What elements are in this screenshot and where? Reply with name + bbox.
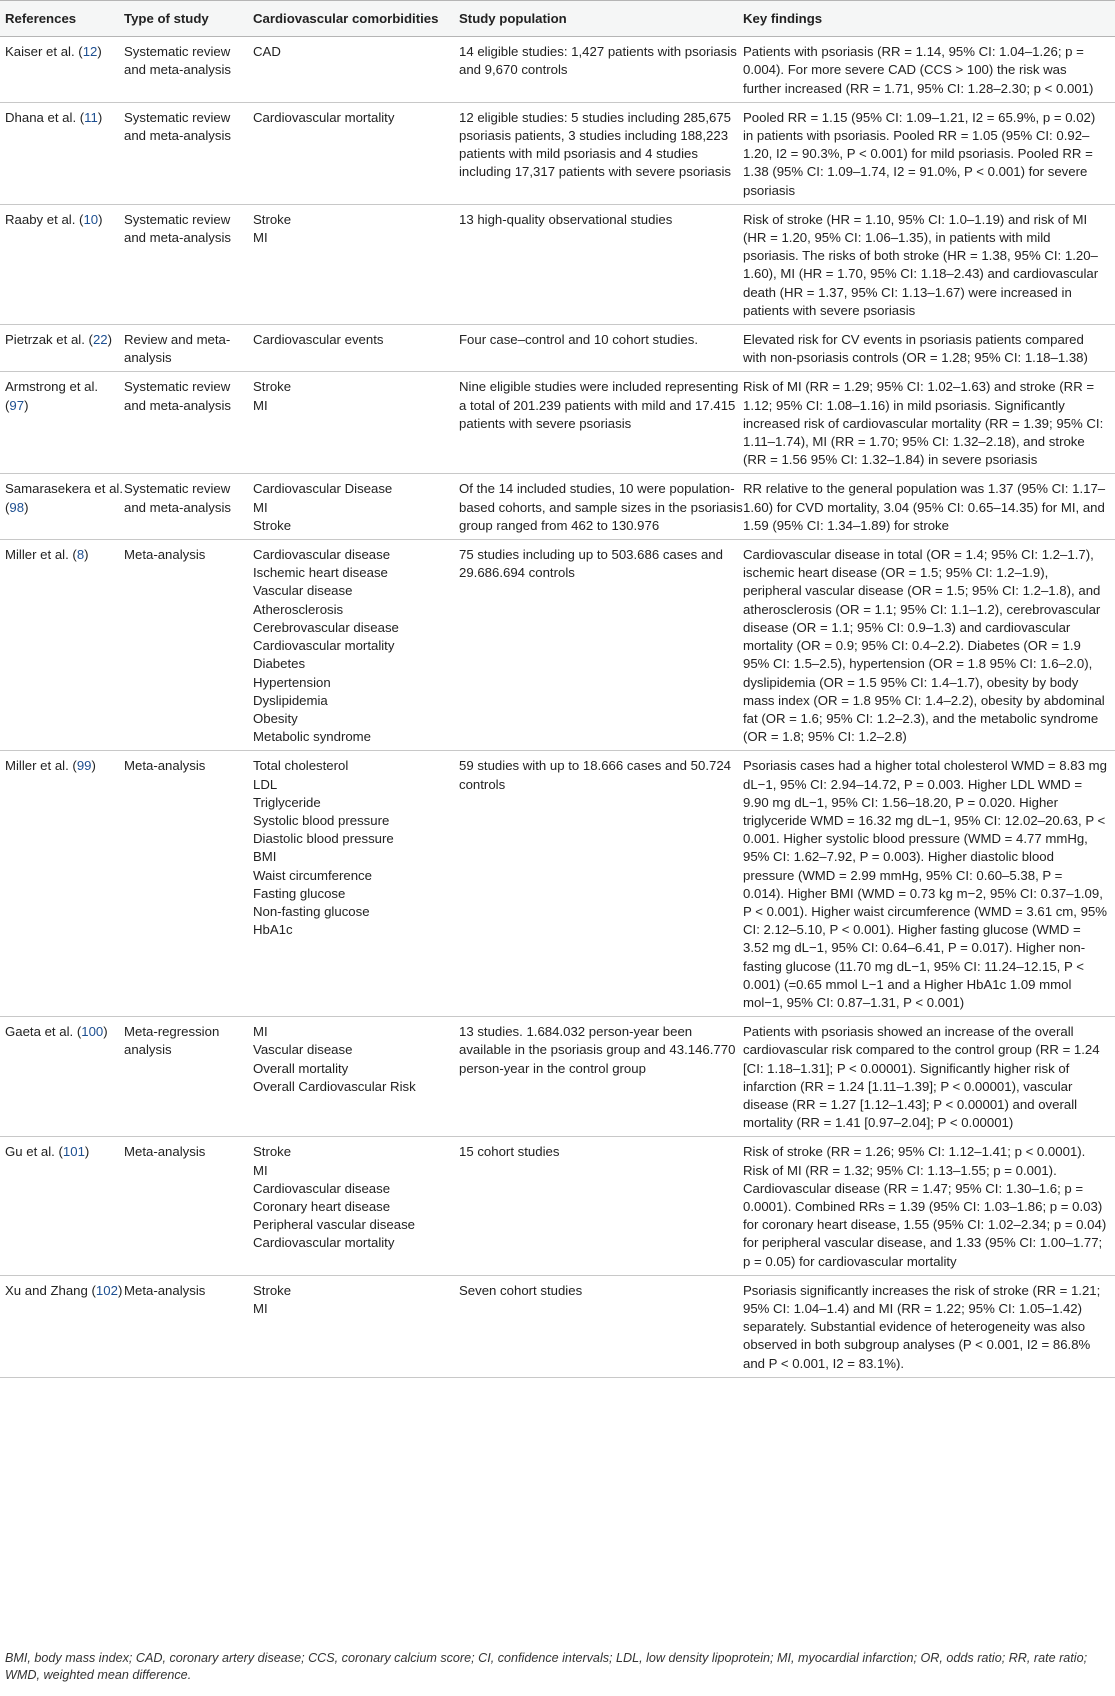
table-body (0, 37, 1115, 1378)
comorbidity-item: Diastolic blood pressure (253, 831, 394, 847)
key-findings-cell: Elevated risk for CV events in psoriasis patients compared with non-psoriasis controls (OR = 1.28; 95% CI: 1.18–1.38) (743, 325, 1115, 372)
comorbidities-cell (253, 204, 459, 324)
comorbidity-item: Vascular disease (253, 1042, 353, 1058)
reference-number-link[interactable]: 102 (95, 1282, 118, 1298)
comorbidities-cell (253, 37, 459, 103)
reference-cell (0, 102, 124, 204)
reference-number-link[interactable]: 10 (83, 211, 99, 227)
study-population-cell: Of the 14 included studies, 10 were population-based cohorts, and sample sizes in the psoriasis group ranged from 462 to 130.976 (459, 474, 743, 540)
comorbidities-cell (253, 751, 459, 1017)
study-type-cell: Systematic review and meta-analysis (124, 102, 253, 204)
header-type-of-study: Type of study (124, 1, 253, 37)
reference-cell (0, 37, 124, 103)
study-population-cell: 59 studies with up to 18.666 cases and 50.724 controls (459, 751, 743, 1017)
study-type-cell: Systematic review and meta-analysis (124, 372, 253, 474)
table-row (0, 325, 1115, 372)
reference-close-paren: ) (24, 499, 29, 515)
reference-close-paren: ) (97, 44, 102, 60)
study-type-cell: Meta-analysis (124, 540, 253, 751)
header-references: References (0, 1, 124, 37)
reference-author: Raaby et al. ( (5, 211, 84, 227)
study-population-cell: Four case–control and 10 cohort studies. (459, 325, 743, 372)
comorbidity-item: Cardiovascular Disease (253, 481, 393, 497)
key-findings-cell: RR relative to the general population was 1.37 (95% CI: 1.17–1.60) for CVD mortality, 3.04 (95% CI: 0.65–14.35) for MI, and 1.59 (95% CI: 1.34–1.89) for stroke (743, 474, 1115, 540)
study-population-cell: 15 cohort studies (459, 1137, 743, 1275)
comorbidity-item: Diabetes (253, 656, 306, 672)
reference-author: Gaeta et al. ( (5, 1024, 82, 1040)
table-row (0, 751, 1115, 1017)
comorbidity-item: Cardiovascular disease (253, 547, 391, 563)
comorbidity-item: Waist circumference (253, 867, 372, 883)
reference-number-link[interactable]: 22 (92, 332, 108, 348)
reference-author: Pietrzak et al. ( (5, 332, 93, 348)
reference-close-paren: ) (91, 758, 96, 774)
comorbidity-item: MI (253, 230, 268, 246)
reference-number-link[interactable]: 97 (9, 397, 25, 413)
comorbidity-item: Systolic blood pressure (253, 812, 390, 828)
study-type-cell: Meta-regression analysis (124, 1017, 253, 1137)
study-type-cell: Meta-analysis (124, 751, 253, 1017)
reference-close-paren: ) (97, 109, 103, 125)
reference-close-paren: ) (117, 1282, 123, 1298)
comorbidity-item: Stroke (253, 1144, 292, 1160)
comorbidities-cell (253, 102, 459, 204)
study-population-cell: 12 eligible studies: 5 studies including 285,675 psoriasis patients, 3 studies including 188,223 patients with mild psoriasis and 4 studies including 17,317 patients with severe psoriasis (459, 102, 743, 204)
study-type-cell: Systematic review and meta-analysis (124, 37, 253, 103)
comorbidity-item: MI (253, 499, 268, 515)
table-row (0, 1275, 1115, 1377)
key-findings-cell: Psoriasis significantly increases the risk of stroke (RR = 1.21; 95% CI: 1.04–1.4) and MI (RR = 1.22; 95% CI: 1.05–1.42) separately. Substantial evidence of heterogeneity was also observed in both subgroup analyses (P < 0.001, I2 = 86.8% and P < 0.001, I2 = 83.1%). (743, 1275, 1115, 1377)
comorbidity-item: Stroke (253, 1282, 292, 1298)
comorbidities-cell (253, 474, 459, 540)
comorbidity-item: MI (253, 1301, 268, 1316)
key-findings-cell: Cardiovascular disease in total (OR = 1.4; 95% CI: 1.2–1.7), ischemic heart disease (OR = 1.5; 95% CI: 1.2–1.9), peripheral vascular disease (OR = 1.5; 95% CI: 1.2–1.8), and atherosclerosis (OR = 1.1; 95% CI: 1.1–1.2), cerebrovascular disease (OR = 1.1; 95% CI: 0.9–1.3) and cardiovascular mortality (OR = 0.9; 95% CI: 0.4–2.2). Diabetes (OR = 1.9 95% CI: 1.5–2.5), hypertension (OR = 1.8 95% CI: 1.6–2.0), dyslipidemia (OR = 1.5 95% CI: 1.4–1.7), obesity by body mass index (OR = 1.8 95% CI: 1.4–2.2), obesity by abdominal fat (OR = 1.6; 95% CI: 1.2–2.3), and the metabolic syndrome (OR = 1.8; 95% CI: 1.2–2.8) (743, 540, 1115, 751)
key-findings-cell: Risk of stroke (RR = 1.26; 95% CI: 1.12–1.41; p < 0.0001). Risk of MI (RR = 1.32; 95% CI: 1.13–1.55; p = 0.001). Cardiovascular disease (RR = 1.47; 95% CI: 1.30–1.6; p = 0.0001). Combined RRs = 1.39 (95% CI: 1.03–1.86; p = 0.03) for coronary heart disease, 1.55 (95% CI: 1.02–2.34; p = 0.04) for peripheral vascular disease, and 1.33 (95% CI: 1.00–1.77; p = 0.05) for cardiovascular mortality (743, 1137, 1115, 1275)
table-row (0, 372, 1115, 474)
key-findings-cell: Psoriasis cases had a higher total cholesterol WMD = 8.83 mg dL−1, 95% CI: 2.94–14.72, P = 0.003. Higher LDL WMD = 9.90 mg dL−1, 95% CI: 1.56–18.20, P = 0.020. Higher triglyceride WMD = 16.32 mg dL−1, 95% CI: 12.02–20.63, P < 0.001. Higher systolic blood pressure (WMD = 4.77 mmHg, 95% CI: 1.62–7.92, P = 0.003). Higher diastolic blood pressure (WMD = 2.99 mmHg, 95% CI: 0.60–5.38, P = 0.014). Higher BMI (WMD = 0.73 kg m−2, 95% CI: 0.37–1.09, P < 0.001). Higher waist circumference (WMD = 3.61 cm, 95% CI: 2.12–5.10, P < 0.001). Higher fasting glucose (WMD = 3.52 mg dL−1, 95% CI: 0.64–6.41, P = 0.017). Higher non-fasting glucose (11.70 mg dL−1, 95% CI: 11.24–12.15, P < 0.001) (=0.65 mmol L−1 and a Higher HbA1c 1.09 mmol mol−1, 95% CI: 0.87–1.31, P < 0.001) (743, 751, 1115, 1017)
comorbidity-item: Vascular disease (253, 583, 353, 599)
reference-cell (0, 540, 124, 751)
comorbidity-item: Hypertension (253, 674, 331, 690)
study-type-cell: Meta-analysis (124, 1137, 253, 1275)
study-type-cell: Systematic review and meta-analysis (124, 204, 253, 324)
header-key-findings: Key findings (743, 1, 1115, 37)
comorbidities-cell (253, 540, 459, 751)
comorbidity-item: BMI (253, 849, 277, 865)
reference-close-paren: ) (103, 1024, 108, 1040)
table-row (0, 540, 1115, 751)
study-type-cell: Review and meta-analysis (124, 325, 253, 372)
key-findings-cell: Pooled RR = 1.15 (95% CI: 1.09–1.21, I2 = 65.9%, p = 0.02) in patients with psoriasis. Pooled RR = 1.05 (95% CI: 0.92–1.20, I2 = 90.3%, P < 0.001) for mild psoriasis. Pooled RR = 1.38 (95% CI: 1.09–1.74, I2 = 91.0%, P < 0.001) for severe psoriasis (743, 102, 1115, 204)
comorbidity-item: Cardiovascular events (253, 332, 384, 348)
reference-author: Gu et al. ( (5, 1144, 63, 1160)
comorbidity-item: Cardiovascular mortality (253, 109, 395, 125)
comorbidities-cell (253, 1017, 459, 1137)
comorbidity-item: Fasting glucose (253, 885, 346, 901)
comorbidities-cell (253, 1137, 459, 1275)
table-footnote: BMI, body mass index; CAD, coronary artery disease; CCS, coronary calcium score; CI, confidence intervals; LDL, low density lipoprotein; MI, myocardial infarction; OR, odds ratio; RR, rate ratio; WMD, weighted mean difference. (5, 1651, 1088, 1682)
header-study-population: Study population (459, 1, 743, 37)
reference-close-paren: ) (84, 1144, 90, 1160)
comorbidity-item: Cerebrovascular disease (253, 619, 399, 635)
comorbidity-item: Ischemic heart disease (253, 565, 388, 581)
reference-author: Armstrong et al. ( (5, 379, 99, 413)
comorbidity-item: Total cholesterol (253, 758, 349, 774)
study-population-cell: 75 studies including up to 503.686 cases and 29.686.694 controls (459, 540, 743, 751)
study-population-cell: 13 high-quality observational studies (459, 204, 743, 324)
reference-cell (0, 1137, 124, 1275)
reference-cell (0, 325, 124, 372)
reference-close-paren: ) (98, 211, 103, 227)
comorbidity-item: MI (253, 1162, 268, 1178)
reference-number-link[interactable]: 98 (9, 499, 25, 515)
reference-number-link[interactable]: 100 (81, 1024, 104, 1040)
comorbidities-cell (253, 325, 459, 372)
reference-author: Samarasekera et al. ( (5, 481, 124, 515)
comorbidities-cell (253, 1275, 459, 1377)
comorbidity-item: MI (253, 397, 268, 413)
study-population-cell: 14 eligible studies: 1,427 patients with psoriasis and 9,670 controls (459, 37, 743, 103)
study-population-cell: 13 studies. 1.684.032 person-year been available in the psoriasis group and 43.146.770 person-year in the control group (459, 1017, 743, 1137)
reference-number-link[interactable]: 12 (82, 44, 98, 60)
comorbidity-item: Obesity (253, 710, 298, 726)
reference-cell (0, 474, 124, 540)
comorbidity-item: Dyslipidemia (253, 692, 328, 708)
reference-number-link[interactable]: 101 (62, 1144, 85, 1160)
key-findings-cell: Patients with psoriasis showed an increase of the overall cardiovascular risk compared to the control group (RR = 1.24 [CI: 1.18–1.31]; P < 0.00001). Significantly higher risk of infarction (RR = 1.24 [1.11–1.39]; P < 0.00001), vascular disease (RR = 1.27 [1.12–1.43]; P < 0.00001) and overall mortality (RR = 1.41 [0.97–2.04]; P < 0.00001) (743, 1017, 1115, 1137)
table-row (0, 474, 1115, 540)
header-cardiovascular-comorbidities: Cardiovascular comorbidities (253, 1, 459, 37)
comorbidity-item: Metabolic syndrome (253, 729, 372, 745)
reference-author: Kaiser et al. ( (5, 44, 83, 60)
comorbidity-item: Stroke (253, 211, 292, 227)
comorbidity-item: HbA1c (253, 922, 293, 938)
key-findings-cell: Patients with psoriasis (RR = 1.14, 95% CI: 1.04–1.26; p = 0.004). For more severe CAD (CCS > 100) the risk was further increased (RR = 1.71, 95% CI: 1.28–2.30; p < 0.001) (743, 37, 1115, 103)
key-findings-cell: Risk of stroke (HR = 1.10, 95% CI: 1.0–1.19) and risk of MI (HR = 1.20, 95% CI: 1.06–1.35), in patients with mild psoriasis. The risks of both stroke (HR = 1.38, 95% CI: 1.20–1.60), MI (HR = 1.70, 95% CI: 1.18–2.43) and cardiovascular death (HR = 1.37, 95% CI: 1.13–1.67) were increased in patients with severe psoriasis (743, 204, 1115, 324)
reference-cell (0, 1275, 124, 1377)
comorbidity-item: Cardiovascular mortality (253, 638, 395, 654)
table-row (0, 1137, 1115, 1275)
comorbidity-item: Cardiovascular disease (253, 1180, 391, 1196)
comorbidities-cell (253, 372, 459, 474)
reference-cell (0, 1017, 124, 1137)
study-population-cell: Nine eligible studies were included representing a total of 201.239 patients with mild and 17.415 patients with severe psoriasis (459, 372, 743, 474)
reference-close-paren: ) (84, 547, 89, 563)
reference-close-paren: ) (107, 332, 113, 348)
table-row (0, 37, 1115, 103)
comorbidity-item: Cardiovascular mortality (253, 1235, 395, 1251)
study-population-cell: Seven cohort studies (459, 1275, 743, 1377)
reference-number-link[interactable]: 8 (76, 547, 85, 563)
comorbidity-item: Stroke (253, 379, 292, 395)
reference-cell (0, 204, 124, 324)
table-row (0, 204, 1115, 324)
comorbidity-item: Overall Cardiovascular Risk (253, 1078, 416, 1094)
reference-author: Miller et al. ( (5, 758, 77, 774)
study-type-cell: Systematic review and meta-analysis (124, 474, 253, 540)
table-row (0, 102, 1115, 204)
table-header-row (0, 1, 1115, 37)
comorbidity-item: CAD (253, 44, 281, 60)
comorbidity-item: LDL (253, 776, 278, 792)
comorbidity-item: Stroke (253, 517, 292, 533)
reference-cell (0, 372, 124, 474)
reference-cell (0, 751, 124, 1017)
comorbidity-item: Overall mortality (253, 1060, 349, 1076)
comorbidity-item: Coronary heart disease (253, 1198, 391, 1214)
reference-author: Xu and Zhang ( (5, 1282, 96, 1298)
table-row (0, 1017, 1115, 1137)
key-findings-cell: Risk of MI (RR = 1.29; 95% CI: 1.02–1.63) and stroke (RR = 1.12; 95% CI: 1.08–1.16) in mild psoriasis. Significantly increased risk of cardiovascular mortality (RR = 1.39; 95% CI: 1.11–1.74), MI (RR = 1.70; 95% CI: 1.32–2.18), and stroke (RR = 1.56 95% CI: 1.32–1.84) in severe psoriasis (743, 372, 1115, 474)
comorbidity-item: Peripheral vascular disease (253, 1217, 415, 1233)
comorbidity-item: Non-fasting glucose (253, 903, 370, 919)
reference-author: Dhana et al. ( (5, 109, 85, 125)
reference-close-paren: ) (24, 397, 29, 413)
comorbidity-item: Atherosclerosis (253, 601, 344, 617)
study-type-cell: Meta-analysis (124, 1275, 253, 1377)
reference-number-link[interactable]: 11 (84, 109, 98, 125)
comorbidity-item: MI (253, 1024, 268, 1040)
reference-author: Miller et al. ( (5, 547, 77, 563)
comorbidity-item: Triglyceride (253, 794, 321, 810)
reference-number-link[interactable]: 99 (76, 758, 92, 774)
